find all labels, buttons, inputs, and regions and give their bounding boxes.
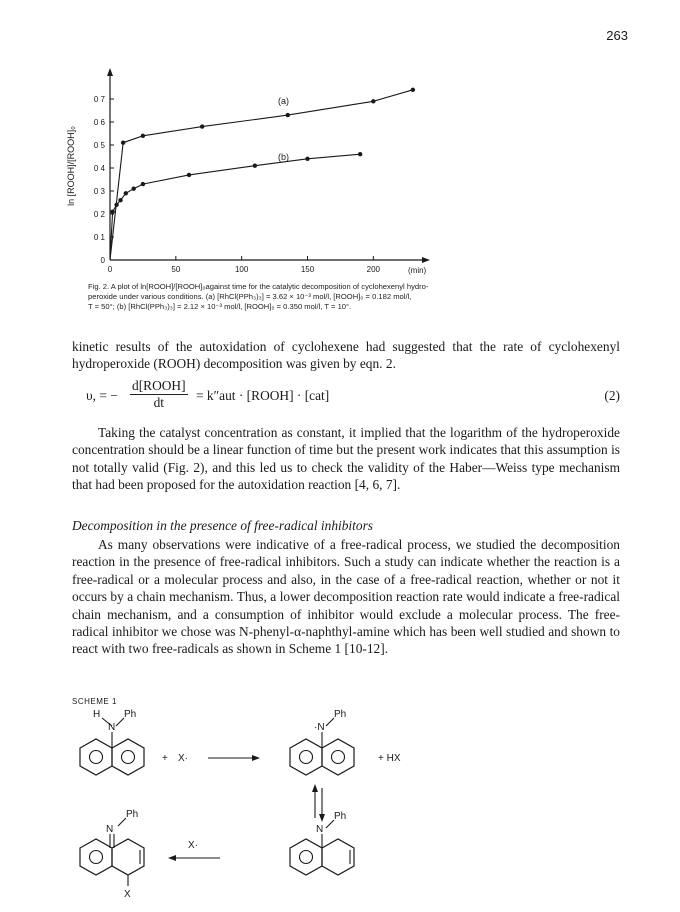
plus-sign-1: +: [162, 753, 168, 764]
data-point-b: [110, 210, 114, 214]
data-point-a: [200, 124, 204, 128]
x-tick-label: 0: [107, 265, 113, 274]
curve-a-line: [110, 90, 413, 260]
y-tick-label: 0 3: [93, 187, 105, 196]
hx-product: + HX: [378, 753, 401, 764]
caption-line-3: T = 50°; (b) [RhCl(PPh₃)₃] = 2.12 × 10⁻³ mol/l, [ROOH]₀ = 0.350 mol/l, T = 10°.: [88, 302, 352, 311]
x-radical-1: X·: [178, 753, 188, 764]
atom-ph-4: Ph: [126, 809, 139, 820]
imine-product-molecule: [80, 809, 144, 898]
atom-ph-2: Ph: [334, 709, 347, 720]
data-point-b: [118, 198, 122, 202]
equation-fraction: [130, 378, 188, 411]
caption-line-2: peroxide under various conditions. (a) [RhCl(PPh₃)₃] = 3.62 × 10⁻³ mol/l, [ROOH]₀ = 0.182 mol/l,: [88, 292, 412, 301]
atom-n-1: N: [108, 722, 116, 733]
equation-number: (2): [604, 388, 620, 403]
data-point-a: [411, 88, 415, 92]
y-axis-label: ln [ROOH]/[ROOH]₀: [66, 126, 76, 206]
equation-2: [72, 378, 620, 418]
atom-n-3: N: [316, 824, 324, 835]
equation-denominator: dt: [153, 395, 164, 410]
x-tick-label: 200: [366, 265, 381, 274]
data-point-a: [371, 99, 375, 103]
atom-ph-1: Ph: [124, 709, 137, 720]
data-point-b: [114, 203, 118, 207]
reaction-arrowhead-1: [252, 755, 260, 761]
x-tick-label: 50: [171, 265, 181, 274]
equation-numerator: d[ROOH]: [132, 378, 186, 393]
y-tick-label: 0 6: [93, 118, 105, 127]
atom-n-4: N: [106, 824, 114, 835]
y-tick-label: 0 4: [93, 164, 105, 173]
paragraph-1: kinetic results of the autoxidation of cyclohexene had suggested that the rate of cyclohexenyl hydroperoxide (ROOH) decomposition was given by eqn. 2.: [72, 339, 620, 372]
x-axis-unit: (min): [408, 266, 427, 275]
atom-ph-3: Ph: [334, 811, 347, 822]
y-tick-label: 0 7: [93, 95, 105, 104]
scheme-label: SCHEME 1: [72, 697, 117, 706]
data-point-b: [253, 164, 257, 168]
reaction-arrowhead-2: [168, 855, 176, 861]
data-point-a: [121, 141, 125, 145]
figure-2-plot: [60, 60, 440, 278]
y-tick-label: 0 1: [93, 233, 105, 242]
data-point-b: [187, 173, 191, 177]
y-tick-label: 0 2: [93, 210, 105, 219]
naphthylamine-molecule: [80, 709, 144, 775]
paragraph-3: As many observations were indicative of a free-radical process, we studied the decomposition reaction in the presence of free-radical inhibitors. Such a study can indicate whether the reaction is a free-radical or a molecular process and also, in the case of a free-radical reaction, whether or not it occurs by a chain mechanism. Thus, a lower decomposition reaction rate would indicate a free-radical chain mechanism, and a consumption of inhibitor would exclude a molecular process. The free-radical inhibitor we chose was N-phenyl-α-naphthyl-amine which has been well studied and shown to react with two free-radicals as shown in Scheme 1 [10-12].: [72, 537, 620, 657]
data-point-a: [141, 134, 145, 138]
data-point-b: [132, 187, 136, 191]
x-tick-label: 150: [300, 265, 315, 274]
y-axis-arrow: [107, 68, 113, 76]
section-heading: Decomposition in the presence of free-radical inhibitors: [72, 518, 373, 533]
x-radical-2: X·: [188, 840, 198, 851]
paragraph-2: Taking the catalyst concentration as constant, it implied that the logarithm of the hydroperoxide concentration should be a linear function of time but the present work indicates that this assumption is not totally valid (Fig. 2), and this led us to check the validity of the Haber—Weiss type mechanism that had been proposed for the autoxidation reaction [4, 6, 7].: [72, 425, 620, 493]
data-point-b: [141, 182, 145, 186]
aminyl-radical-molecule: [290, 709, 354, 775]
atom-h-1: H: [93, 709, 101, 720]
x-axis-arrow: [422, 257, 430, 263]
x-tick-label: 100: [234, 265, 249, 274]
data-point-b: [124, 191, 128, 195]
caption-line-1: Fig. 2. A plot of ln[ROOH]/[ROOH]₀against time for the catalytic decomposition of cyclohexenyl hydro-: [88, 282, 429, 291]
data-point-a: [286, 113, 290, 117]
data-point-b: [305, 157, 309, 161]
equation-lhs: υ, = −: [86, 388, 118, 403]
atom-x-substituent: X: [124, 889, 131, 898]
figure-caption: [88, 282, 608, 312]
curve-a-label: (a): [278, 96, 289, 106]
equation-rhs: = k″aut · [ROOH] · [cat]: [196, 388, 330, 403]
data-point-b: [358, 152, 362, 156]
scheme-1-diagram: [60, 708, 480, 898]
page-number: 263: [606, 28, 628, 43]
y-tick-label: 0: [100, 256, 105, 265]
curve-b-label: (b): [278, 152, 289, 162]
y-tick-label: 0 5: [93, 141, 105, 150]
atom-n-radical: ·N: [314, 722, 325, 733]
curve-b-line: [110, 154, 360, 260]
